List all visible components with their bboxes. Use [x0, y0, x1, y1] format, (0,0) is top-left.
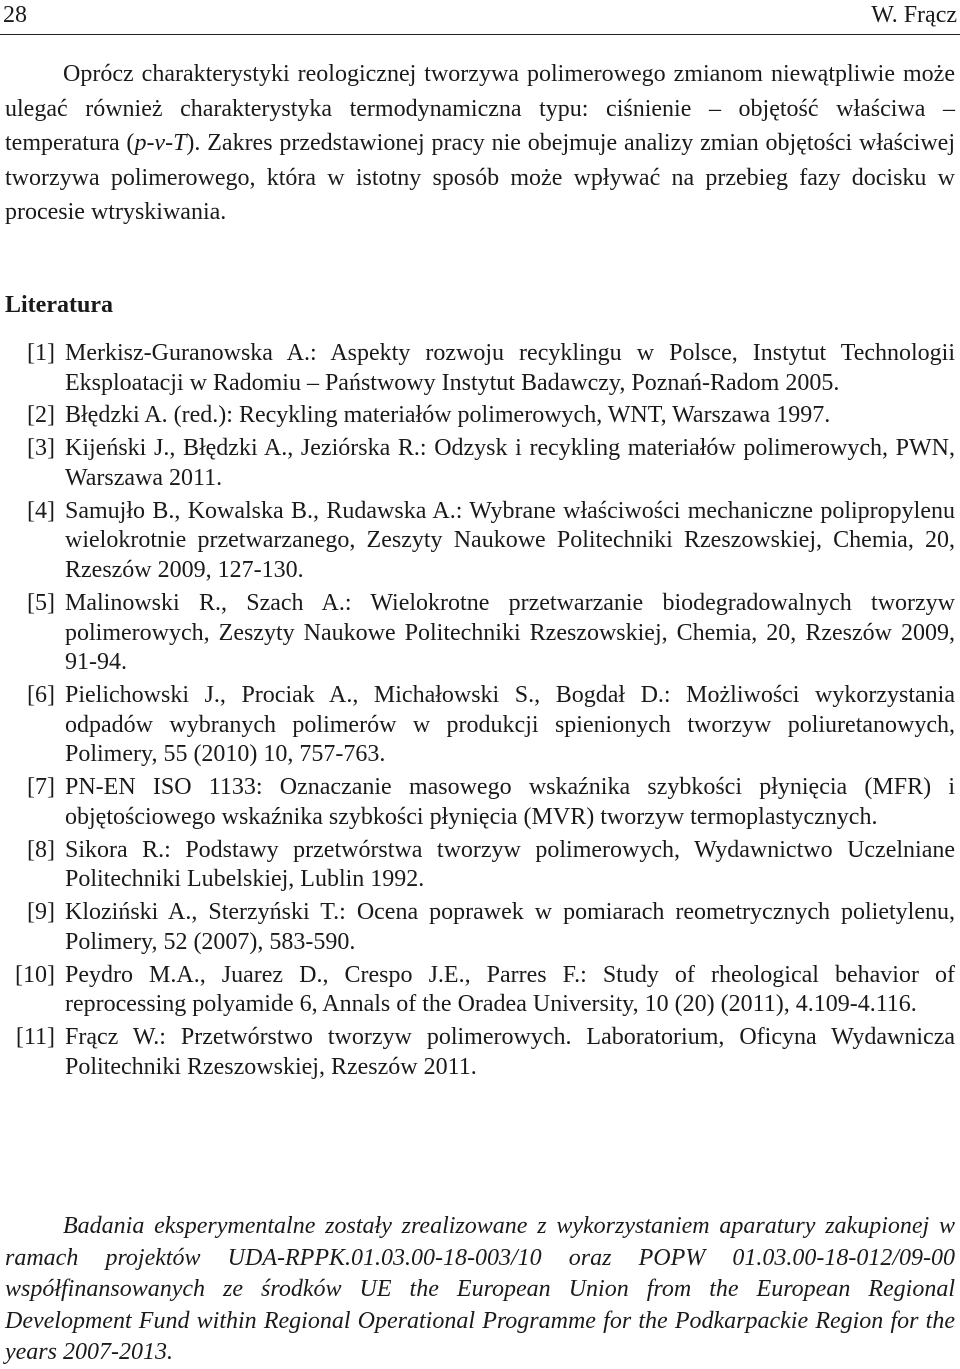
pvt-symbol: p-ν-T	[134, 130, 187, 156]
reference-text: Kloziński A., Sterzyński T.: Ocena poprawek w pomiarach reometrycznych polietylenu, Polimery, 52 (2007), 583-590.	[65, 899, 955, 955]
reference-number: [5]	[27, 589, 55, 616]
body-text-start: Oprócz charakterystyki reologicznej tworzywa polimerowego zmianom niewątpliwie może ulegać również charakterystyka termodynamiczna typu: ciśnienie – objętość właściwa – temperatura (	[5, 61, 955, 156]
reference-number: [9]	[27, 899, 55, 926]
reference-number: [1]	[27, 340, 55, 366]
reference-number: [7]	[27, 774, 55, 801]
literature-heading: Literatura	[5, 292, 113, 318]
running-head-author: W. Frącz	[871, 2, 957, 28]
reference-text: Kijeński J., Błędzki A., Jeziórska R.: Odzysk i recykling materiałów polimerowych, PWN, Warszawa 2011.	[65, 435, 955, 491]
reference-text: PN-EN ISO 1133: Oznaczanie masowego wskaźnika szybkości płynięcia (MFR) i objętościowego wskaźnika szybkości płynięcia (MVR) tworzyw termoplastycznych.	[65, 774, 955, 830]
reference-item	[0, 836, 955, 895]
reference-number: [11]	[15, 1024, 55, 1051]
acknowledgement-paragraph: Badania eksperymentalne zostały zrealizowane z wykorzystaniem aparatury zakupionej w ramach projektów UDA-RPPK.01.03.00-18-003/10 oraz POPW 01.03.00-18-012/09-00 współfinansowanych ze środków UE the European Union from the European Regional Development Fund within Regional Operational Programme for the Podkarpackie Region for the years 2007-2013.	[5, 1213, 955, 1365]
reference-item	[0, 497, 955, 586]
reference-text: Malinowski R., Szach A.: Wielokrotne przetwarzanie biodegradowalnych tworzyw polimerowych, Zeszyty Naukowe Politechniki Rzeszowskiej, Chemia, 20, Rzeszów 2009, 91-94.	[65, 589, 955, 676]
reference-text: Frącz W.: Przetwórstwo tworzyw polimerowych. Laboratorium, Oficyna Wydawnicza Politechniki Rzeszowskiej, Rzeszów 2011.	[65, 1024, 955, 1080]
page-header	[0, 0, 960, 35]
reference-text: Peydro M.A., Juarez D., Crespo J.E., Parres F.: Study of rheological behavior of reprocessing polyamide 6, Annals of the Oradea University, 10 (20) (2011), 4.109-4.116.	[65, 961, 955, 1018]
reference-text: Sikora R.: Podstawy przetwórstwa tworzyw polimerowych, Wydawnictwo Uczelniane Politechniki Lubelskiej, Lublin 1992.	[65, 836, 955, 893]
reference-item	[0, 1023, 955, 1082]
body-text-end: ). Zakres przedstawionej pracy nie obejmuje analizy zmian objętości właściwej tworzywa polimerowego, która w istotny sposób może wpływać na przebieg fazy docisku w procesie wtryskiwania.	[5, 130, 955, 225]
reference-item	[0, 898, 955, 957]
reference-item	[0, 681, 955, 770]
reference-list	[0, 339, 955, 1086]
reference-item	[0, 961, 955, 1020]
reference-text: Merkisz-Guranowska A.: Aspekty rozwoju recyklingu w Polsce, Instytut Technologii Eksploatacji w Radomiu – Państwowy Instytut Badawczy, Poznań-Radom 2005.	[65, 340, 955, 396]
reference-number: [6]	[27, 682, 55, 709]
reference-item	[0, 589, 955, 678]
body-paragraph	[5, 57, 955, 230]
reference-item	[0, 434, 955, 493]
reference-number: [10]	[15, 961, 55, 988]
reference-number: [8]	[27, 836, 55, 863]
reference-item	[0, 773, 955, 832]
reference-item	[0, 401, 955, 431]
page-number: 28	[3, 2, 27, 28]
reference-text: Pielichowski J., Prociak A., Michałowski S., Bogdał D.: Możliwości wykorzystania odpadów wybranych polimerów w produkcji spienionych tworzyw poliuretanowych, Polimery, 55 (2010) 10, 757-763.	[65, 682, 955, 768]
reference-item	[0, 339, 955, 398]
reference-number: [2]	[27, 402, 55, 429]
reference-text: Błędzki A. (red.): Recykling materiałów polimerowych, WNT, Warszawa 1997.	[65, 402, 831, 429]
reference-number: [3]	[27, 435, 55, 462]
reference-text: Samujło B., Kowalska B., Rudawska A.: Wybrane właściwości mechaniczne polipropylenu wielokrotnie przetwarzanego, Zeszyty Naukowe Politechniki Rzeszowskiej, Chemia, 20, Rzeszów 2009, 127-130.	[65, 497, 955, 584]
reference-number: [4]	[27, 497, 55, 524]
